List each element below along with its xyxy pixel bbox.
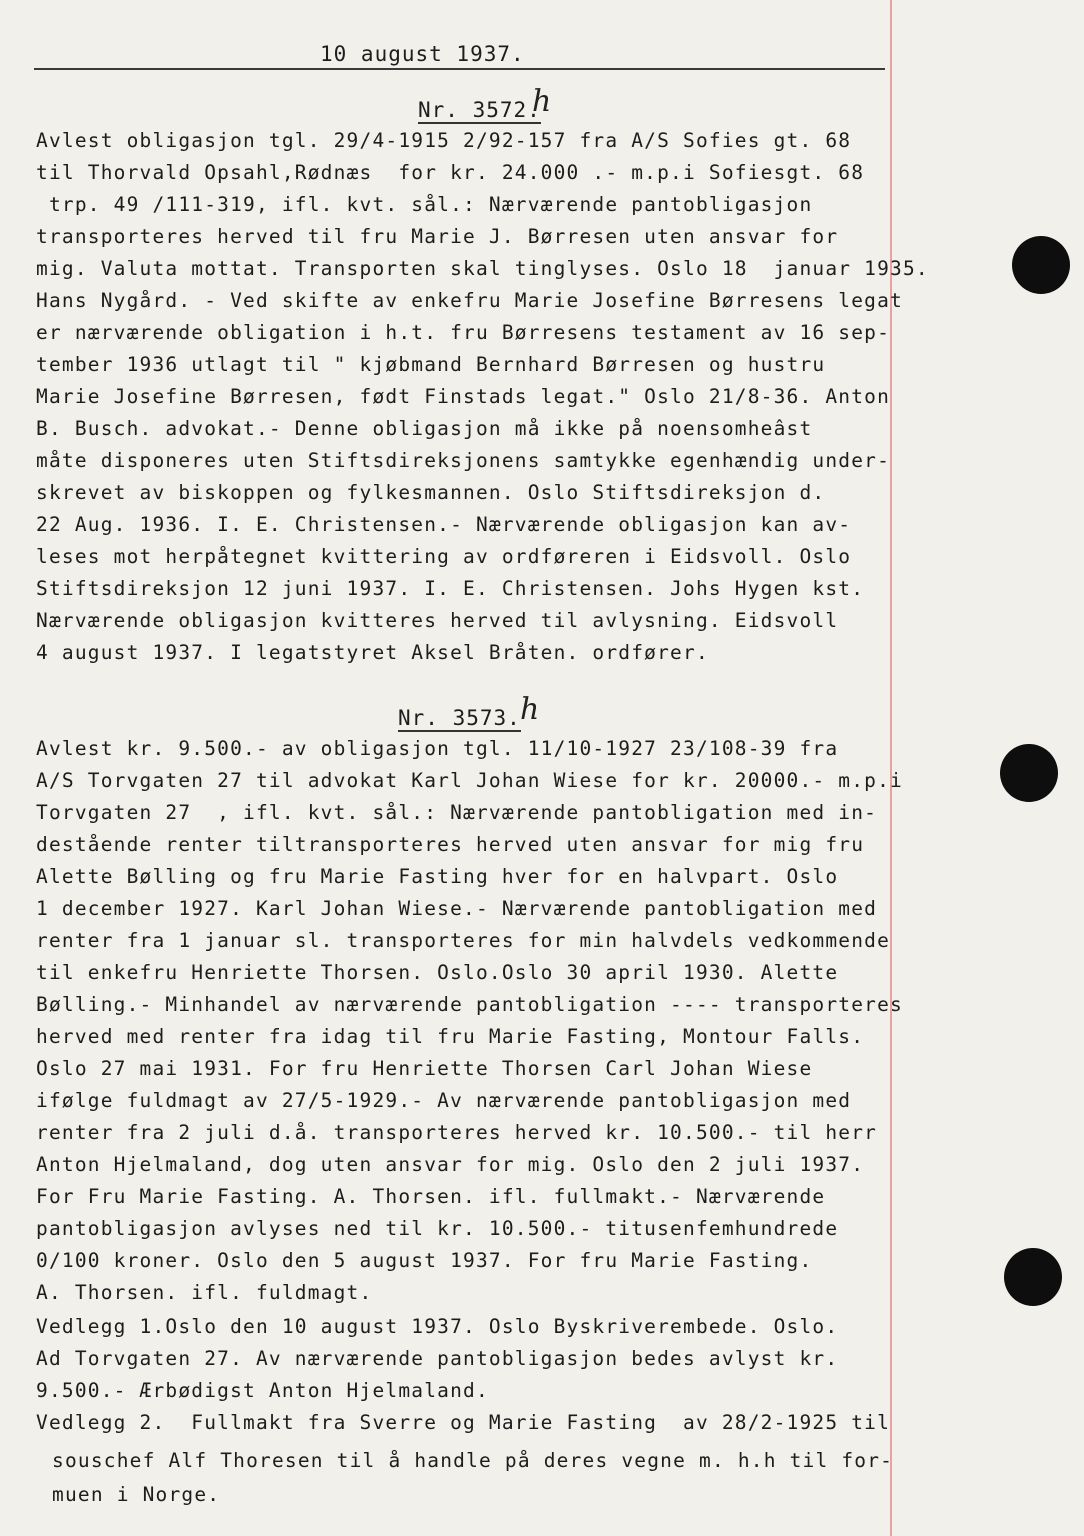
entry-1-line: Nærværende obligasjon kvitteres herved til avlysning. Eidsvoll bbox=[36, 609, 839, 632]
entry-2-line: Torvgaten 27 , ifl. kvt. sål.: Nærværende pantobligation med in- bbox=[36, 801, 878, 824]
entry-2-line: souschef Alf Thoresen til å handle på deres vegne m. h.h til for- bbox=[52, 1449, 894, 1472]
entry-2-line: renter fra 1 januar sl. transporteres for min halvdels vedkommende bbox=[36, 929, 891, 952]
entry-1-line: 22 Aug. 1936. I. E. Christensen.- Nærværende obligasjon kan av- bbox=[36, 513, 852, 536]
entry-1-line: til Thorvald Opsahl,Rødnæs for kr. 24.000 .- m.p.i Sofiesgt. 68 bbox=[36, 161, 865, 184]
entry-2-line: Vedlegg 1.Oslo den 10 august 1937. Oslo Byskriverembede. Oslo. bbox=[36, 1315, 839, 1338]
entry-2-line: destående renter tiltransporteres herved uten ansvar for mig fru bbox=[36, 833, 865, 856]
entry-2-number bbox=[398, 706, 521, 730]
entry-2-line: Vedlegg 2. Fullmakt fra Sverre og Marie Fasting av 28/2-1925 til bbox=[36, 1411, 891, 1434]
entry-2-line: A/S Torvgaten 27 til advokat Karl Johan Wiese for kr. 20000.- m.p.i bbox=[36, 769, 903, 792]
punch-hole-2 bbox=[1000, 744, 1058, 802]
entry-1-line: mig. Valuta mottat. Transporten skal tinglyses. Oslo 18 januar 1935. bbox=[36, 257, 929, 280]
entry-2-line: For Fru Marie Fasting. A. Thorsen. ifl. fullmakt.- Nærværende bbox=[36, 1185, 826, 1208]
entry-1-line: leses mot herpåtegnet kvittering av ordføreren i Eidsvoll. Oslo bbox=[36, 545, 852, 568]
entry-2-line: A. Thorsen. ifl. fuldmagt. bbox=[36, 1281, 373, 1304]
entry-2-line: til enkefru Henriette Thorsen. Oslo.Oslo 30 april 1930. Alette bbox=[36, 961, 839, 984]
entry-2-line: pantobligasjon avlyses ned til kr. 10.500.- titusenfemhundrede bbox=[36, 1217, 839, 1240]
entry-1-line: skrevet av biskoppen og fylkesmannen. Oslo Stiftsdireksjon d. bbox=[36, 481, 826, 504]
page-date: 10 august 1937. bbox=[320, 42, 525, 66]
entry-2-line: Alette Bølling og fru Marie Fasting hver for en halvpart. Oslo bbox=[36, 865, 839, 888]
entry-2-line: Avlest kr. 9.500.- av obligasjon tgl. 11/10-1927 23/108-39 fra bbox=[36, 737, 839, 760]
entry-2-line: ifølge fuldmagt av 27/5-1929.- Av nærværende pantobligasjon med bbox=[36, 1089, 852, 1112]
entry-number: Nr. 3572. bbox=[418, 98, 541, 122]
entry-1-line: Stiftsdireksjon 12 juni 1937. I. E. Christensen. Johs Hygen kst. bbox=[36, 577, 865, 600]
entry-1-line: 4 august 1937. I legatstyret Aksel Bråten. ordfører. bbox=[36, 641, 709, 664]
entry-2-line: Bølling.- Minhandel av nærværende pantobligation ---- transporteres bbox=[36, 993, 903, 1016]
entry-2-line: 9.500.- Ærbødigst Anton Hjelmaland. bbox=[36, 1379, 489, 1402]
entry-1-line: tember 1936 utlagt til " kjøbmand Bernhard Børresen og hustru bbox=[36, 353, 826, 376]
entry-2-line: 1 december 1927. Karl Johan Wiese.- Nærværende pantobligation med bbox=[36, 897, 878, 920]
entry-1-line: måte disponeres uten Stiftsdireksjonens samtykke egenhændig under- bbox=[36, 449, 891, 472]
entry-1-line: er nærværende obligation i h.t. fru Børresens testament av 16 sep- bbox=[36, 321, 891, 344]
entry-1-line: transporteres herved til fru Marie J. Børresen uten ansvar for bbox=[36, 225, 839, 248]
punch-hole-3 bbox=[1004, 1248, 1062, 1306]
entry-2-line: herved med renter fra idag til fru Marie Fasting, Montour Falls. bbox=[36, 1025, 865, 1048]
punch-hole-1 bbox=[1012, 236, 1070, 294]
margin-line bbox=[890, 0, 892, 1536]
entry-1-line: Marie Josefine Børresen, født Finstads legat." Oslo 21/8-36. Anton bbox=[36, 385, 891, 408]
entry-2-line: muen i Norge. bbox=[52, 1483, 221, 1506]
handwritten-initials: ℎ bbox=[532, 84, 552, 119]
entry-2-line: 0/100 kroner. Oslo den 5 august 1937. For fru Marie Fasting. bbox=[36, 1249, 813, 1272]
entry-2-line: Oslo 27 mai 1931. For fru Henriette Thorsen Carl Johan Wiese bbox=[36, 1057, 813, 1080]
entry-2-line: renter fra 2 juli d.å. transporteres herved kr. 10.500.- til herr bbox=[36, 1121, 878, 1144]
entry-1-line: trp. 49 /111-319, ifl. kvt. sål.: Nærværende pantobligasjon bbox=[36, 193, 813, 216]
entry-2-line: Anton Hjelmaland, dog uten ansvar for mig. Oslo den 2 juli 1937. bbox=[36, 1153, 865, 1176]
entry-2-line: Ad Torvgaten 27. Av nærværende pantobligasjon bedes avlyst kr. bbox=[36, 1347, 839, 1370]
header-rule bbox=[34, 68, 885, 70]
entry-number: Nr. 3573. bbox=[398, 706, 521, 730]
entry-1-line: Avlest obligasjon tgl. 29/4-1915 2/92-157 fra A/S Sofies gt. 68 bbox=[36, 129, 852, 152]
entry-1-line: Hans Nygård. - Ved skifte av enkefru Marie Josefine Børresens legat bbox=[36, 289, 903, 312]
handwritten-initials: ℎ bbox=[520, 692, 540, 727]
entry-1-line: B. Busch. advokat.- Denne obligasjon må ikke på noensomheâst bbox=[36, 417, 813, 440]
entry-1-number bbox=[418, 98, 541, 122]
